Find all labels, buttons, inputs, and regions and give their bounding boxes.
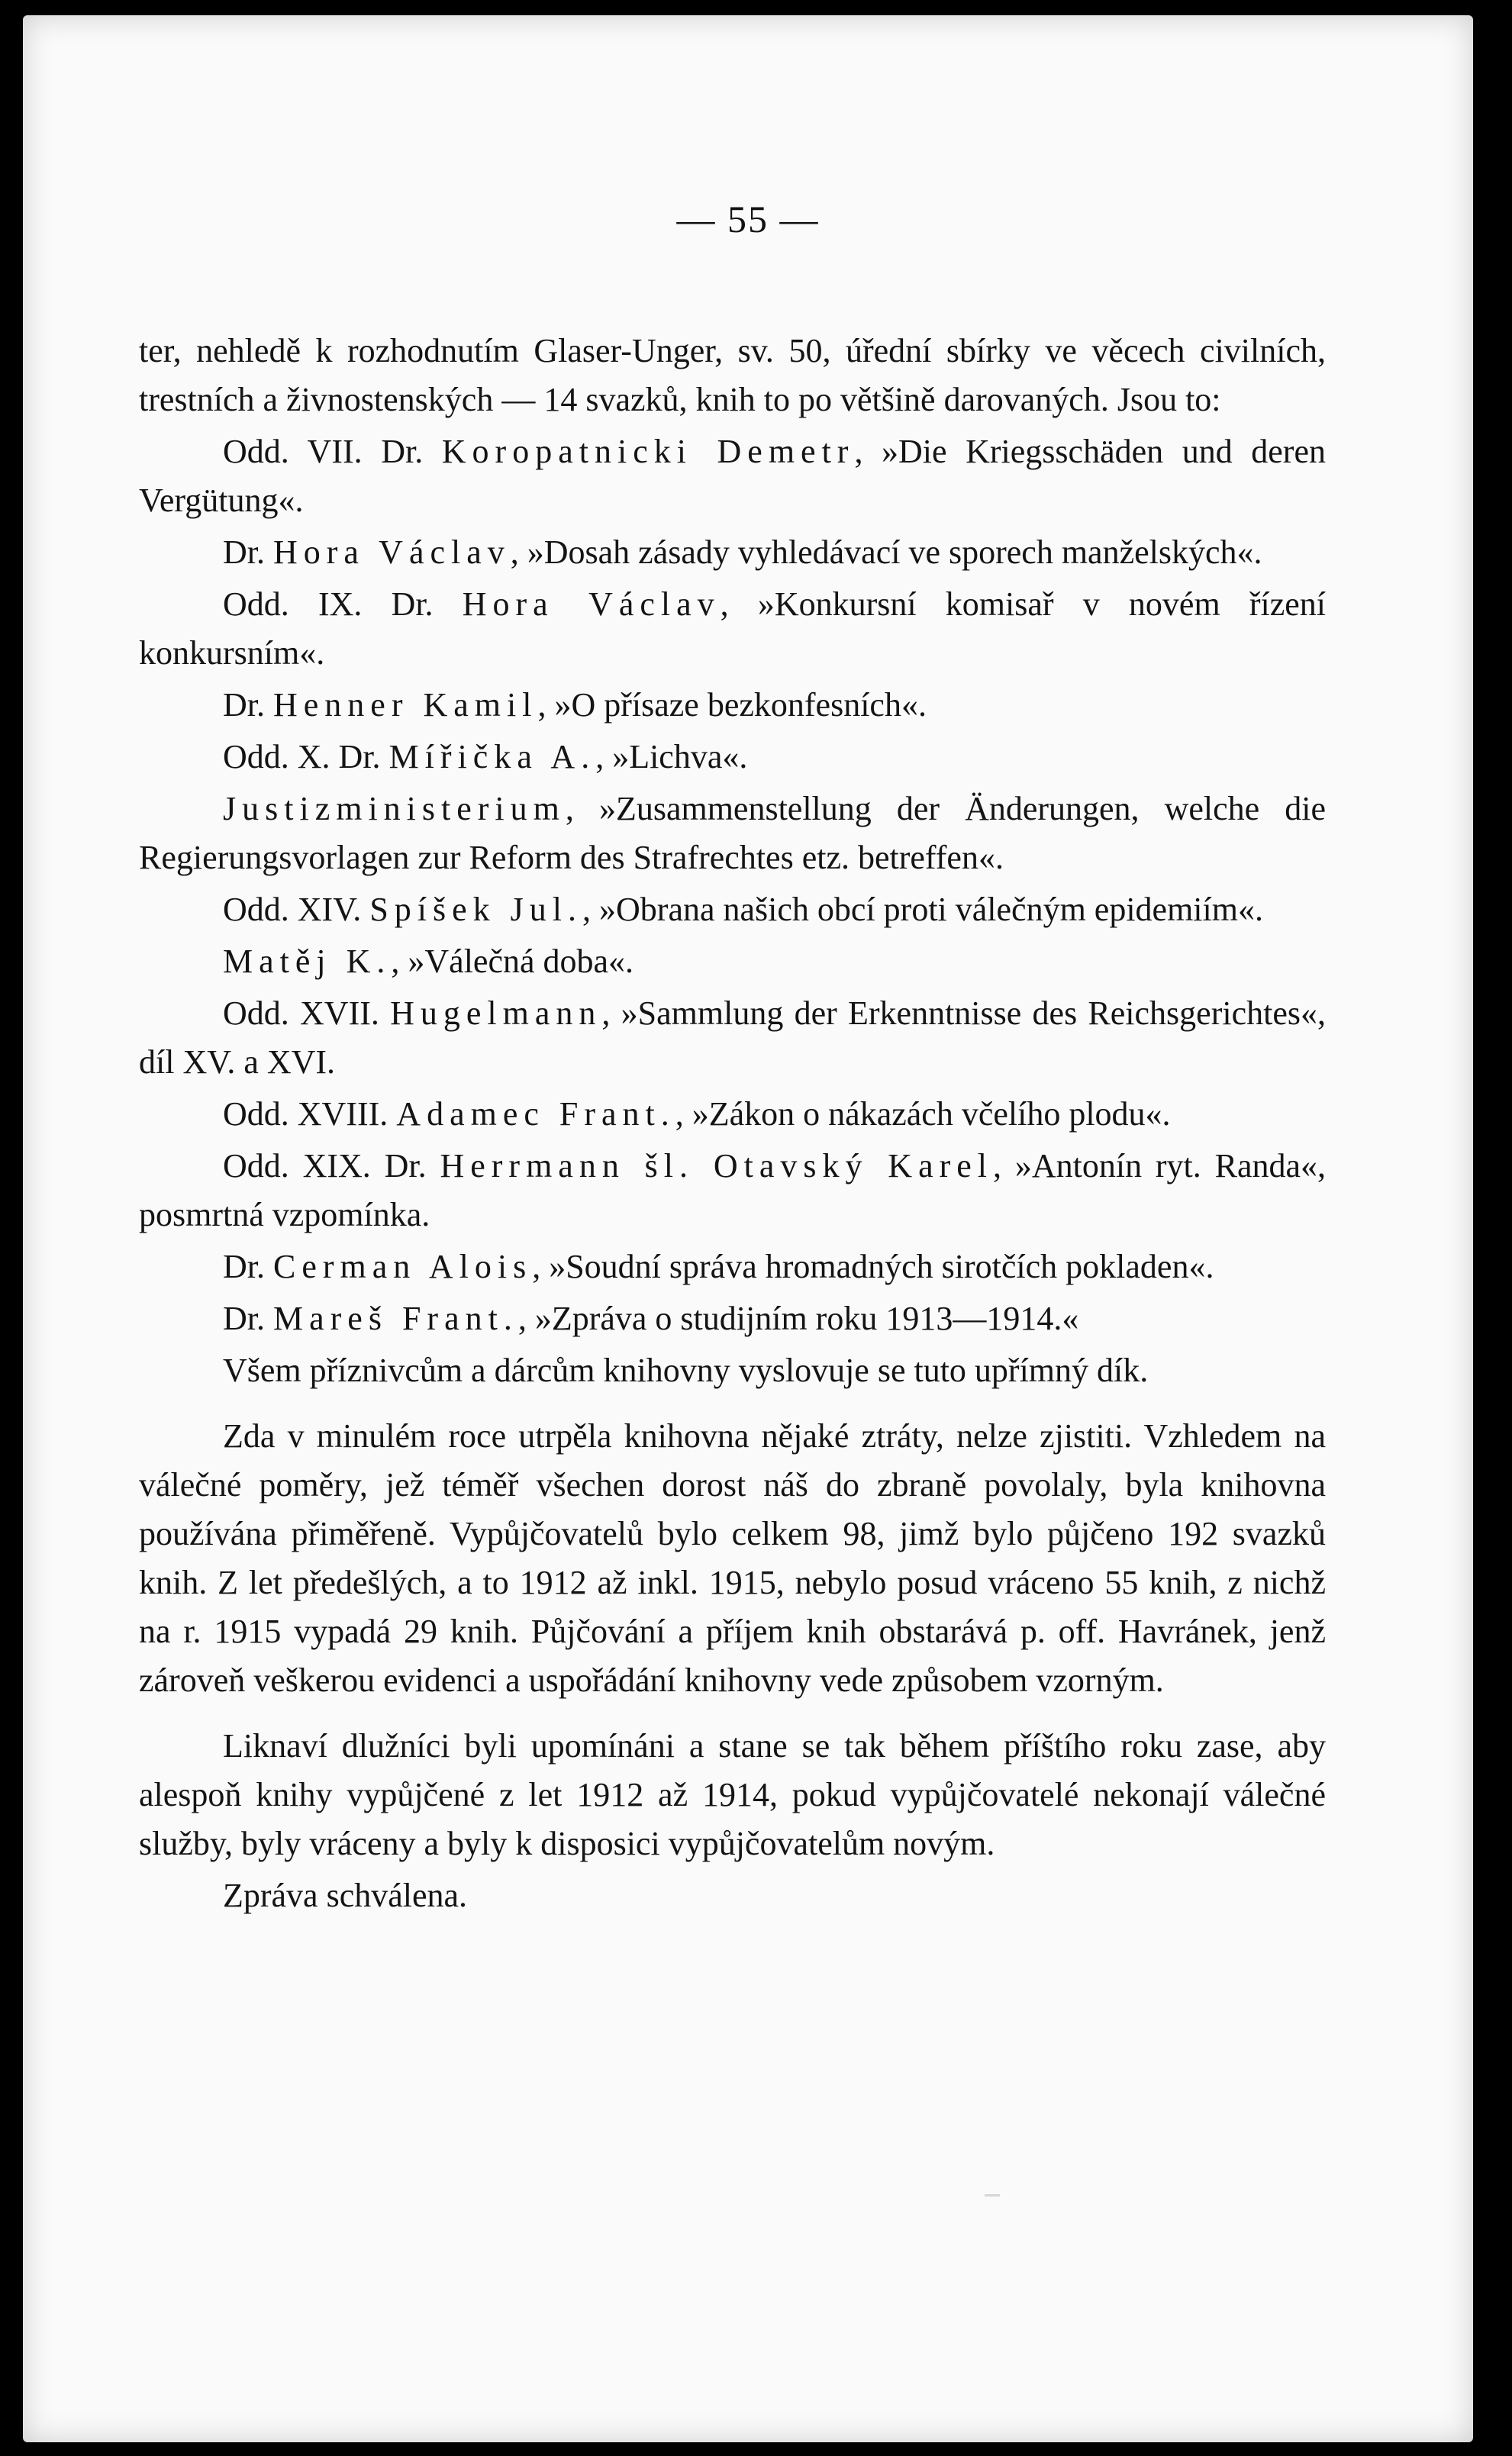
paragraph-losses: Zda v minulém roce utrpěla knihovna nějaké ztráty, nelze zjistiti. Vzhledem na válečné poměry, jež téměř všechen dorost náš do zbraně povolaly, byla knihovna používána přiměřeně. Vypůjčovatelů bylo celkem 98, jimž bylo půjčeno 192 svazků knih. Z let předešlých, a to 1912 až inkl. 1915, nebylo posud vráceno 55 knih, z nichž na r. 1915 vypadá 29 knih. Půjčování a příjem knih obstarává p. off. Havránek, jenž zároveň veškerou evidenci a uspořádání knihovny vede způsobem vzorným. — [139, 1417, 1326, 1699]
paragraph-approved: Zpráva schválena. — [223, 1877, 468, 1914]
paragraph-intro: ter, nehledě k rozhodnutím Glaser-Unger, sv. 50, úřední sbírky ve věcech civilních, trestních a živnostenských — 14 svazků, knih to po většině darovaných. Jsou to: — [139, 332, 1326, 418]
paragraph-thanks: Všem příznivcům a dárcům knihovny vyslovuje se tuto upřímný dík. — [223, 1352, 1149, 1389]
entry-hora-1: Dr. Hora Václav, »Dosah zásady vyhledávací ve sporech manželských«. — [223, 533, 1262, 571]
entry-hora-2: Odd. IX. Dr. Hora Václav, »Konkursní komisař v novém řízení konkursním«. — [139, 585, 1327, 672]
entry-mares: Dr. Mareš Frant., »Zpráva o studijním roku 1913—1914.« — [223, 1300, 1079, 1337]
entry-herrmann: Odd. XIX. Dr. Herrmann šl. Otavský Karel, »Antonín ryt. Randa«, posmrtná vzpomínka. — [139, 1147, 1326, 1233]
report-text — [139, 327, 1326, 1923]
page-number: — 55 — — [676, 198, 820, 240]
paragraph-debtors: Liknaví dlužníci byli upomínáni a stane se tak během příštího roku zase, aby alespoň knihy vypůjčené z let 1912 až 1914, pokud vypůjčovatelé nekonají válečné služby, byly vráceny a byly k disposici vypůjčovatelům novým. — [139, 1727, 1326, 1862]
entry-spisek: Odd. XIV. Spíšek Jul., »Obrana našich obcí proti válečným epidemiím«. — [223, 891, 1263, 928]
entry-miricka: Odd. X. Dr. Mířička A., »Lichva«. — [223, 738, 748, 775]
entry-adamec: Odd. XVIII. Adamec Frant., »Zákon o nákazách včelího plodu«. — [223, 1095, 1171, 1133]
entry-matej: Matěj K., »Válečná doba«. — [223, 943, 634, 980]
scan-mark — [985, 2194, 1000, 2197]
entry-hugelmann: Odd. XVII. Hugelmann, »Sammlung der Erkenntnisse des Reichsgerichtes«, díl XV. a XVI. — [139, 994, 1326, 1081]
entry-henner: Dr. Henner Kamil, »O přísaze bezkonfesních«. — [223, 686, 927, 724]
document-page — [23, 15, 1473, 2442]
entry-justizministerium: Justizministerium, »Zusammenstellung der Änderungen, welche die Regierungsvorlagen zur Reform des Strafrechtes etz. betreffen«. — [139, 790, 1326, 876]
entry-koropatnicki: Odd. VII. Dr. Koropatnicki Demetr, »Die Kriegsschäden und deren Vergütung«. — [139, 433, 1326, 519]
entry-cerman: Dr. Cerman Alois, »Soudní správa hromadných sirotčích pokladen«. — [223, 1248, 1214, 1285]
